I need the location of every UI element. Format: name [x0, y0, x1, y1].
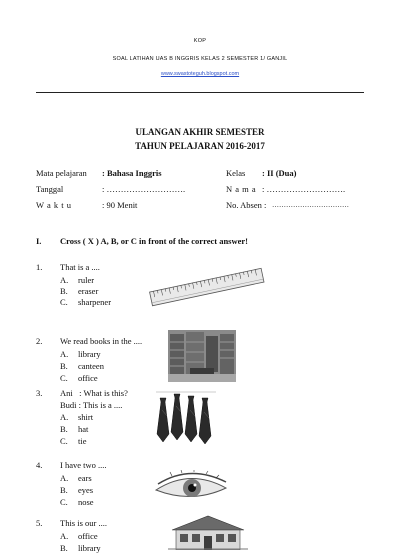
- academic-year: TAHUN PELAJARAN 2016-2017: [135, 141, 265, 151]
- option-text: shirt: [78, 412, 94, 422]
- option-text: ears: [78, 473, 92, 483]
- option-text: hat: [78, 424, 89, 434]
- option-letter[interactable]: A.: [60, 473, 69, 483]
- question-number: 3.: [36, 388, 43, 398]
- option-letter[interactable]: B.: [60, 424, 68, 434]
- question-number: 1.: [36, 262, 43, 272]
- option-text: tie: [78, 436, 87, 446]
- question-text: Budi : This is a ....: [60, 400, 123, 410]
- question-text: I have two ....: [60, 460, 107, 470]
- absence-number-value[interactable]: ……………………………: [272, 201, 349, 209]
- question-text: This is our ....: [60, 518, 107, 528]
- option-text: eraser: [78, 286, 99, 296]
- option-text: office: [78, 531, 98, 541]
- option-letter[interactable]: B.: [60, 361, 68, 371]
- name-value[interactable]: : ……………………….: [262, 184, 346, 194]
- option-letter[interactable]: C.: [60, 497, 68, 507]
- date-label: Tanggal: [36, 184, 64, 194]
- ties-image: [154, 388, 220, 446]
- option-letter[interactable]: C.: [60, 436, 68, 446]
- option-text: eyes: [78, 485, 94, 495]
- question-text: Ani : What is this?: [60, 388, 128, 398]
- option-letter[interactable]: A.: [60, 275, 69, 285]
- class-label: Kelas: [226, 168, 246, 178]
- option-letter[interactable]: B.: [60, 543, 68, 553]
- option-letter[interactable]: B.: [60, 286, 68, 296]
- option-letter[interactable]: A.: [60, 349, 69, 359]
- exam-title: ULANGAN AKHIR SEMESTER: [135, 127, 265, 137]
- date-value[interactable]: : ……………………….: [102, 184, 186, 194]
- question-number: 5.: [36, 518, 43, 528]
- absence-number-label: No. Absen :: [226, 200, 267, 210]
- option-text: library: [78, 543, 101, 553]
- subject-label: Mata pelajaran: [36, 168, 87, 178]
- option-text: canteen: [78, 361, 104, 371]
- name-label: N a m a: [226, 184, 257, 194]
- question-number: 2.: [36, 336, 43, 346]
- option-text: sharpener: [78, 297, 112, 307]
- option-letter[interactable]: C.: [60, 373, 68, 383]
- school-image: [168, 514, 248, 550]
- option-letter[interactable]: C.: [60, 297, 68, 307]
- time-label: W a k t u: [36, 200, 72, 210]
- library-image: [168, 330, 236, 382]
- option-text: library: [78, 349, 101, 359]
- kop-label: KOP: [193, 38, 207, 44]
- option-text: ruler: [78, 275, 95, 285]
- website-link[interactable]: www.swastoteguh.blogspot.com: [160, 71, 240, 77]
- eye-image: [152, 470, 230, 506]
- option-text: office: [78, 373, 98, 383]
- option-text: nose: [78, 497, 94, 507]
- time-value: : 90 Menit: [102, 200, 138, 210]
- section-instruction: Cross ( X ) A, B, or C in front of the correct answer!: [60, 236, 248, 246]
- exam-subtitle: SOAL LATIHAN UAS B INGGRIS KELAS 2 SEMESTER 1/ GANJIL: [112, 56, 288, 62]
- option-letter[interactable]: A.: [60, 412, 69, 422]
- header-divider: [36, 92, 364, 93]
- question-text: That is a ....: [60, 262, 100, 272]
- question-number: 4.: [36, 460, 43, 470]
- section-number: I.: [36, 236, 42, 246]
- ruler-image: [146, 264, 268, 312]
- option-letter[interactable]: B.: [60, 485, 68, 495]
- option-letter[interactable]: A.: [60, 531, 69, 541]
- question-text: We read books in the ....: [60, 336, 143, 346]
- subject-value: : Bahasa Inggris: [102, 168, 162, 178]
- class-value: : II (Dua): [262, 168, 297, 178]
